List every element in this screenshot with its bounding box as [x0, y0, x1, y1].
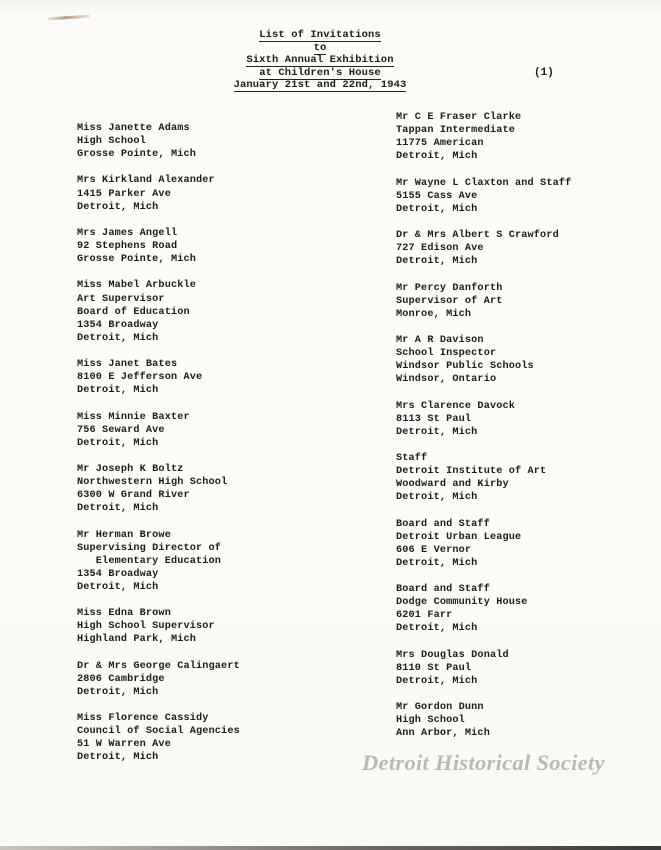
invitee-address-line: 2806 Cambridge: [77, 673, 165, 685]
invitee-entry: [77, 279, 240, 344]
pen-mark: [48, 15, 90, 21]
scan-edge: [0, 846, 661, 850]
left-column: [77, 122, 240, 778]
invitee-address-line: Detroit, Mich: [77, 385, 159, 397]
title-line: at Children's House: [259, 66, 381, 79]
invitee-address-line: Supervising Director of: [77, 542, 222, 554]
invitee-name: Mr Wayne L Claxton and Staff: [396, 177, 572, 189]
invitee-address-line: 8100 E Jefferson Ave: [77, 372, 203, 384]
invitee-address-line: 92 Stephens Road: [77, 241, 178, 253]
title-line: January 21st and 22nd, 1943: [233, 79, 407, 92]
watermark: Detroit Historical Society: [362, 750, 605, 775]
invitee-entry: [77, 174, 240, 213]
invitee-address-line: High School: [77, 136, 146, 148]
invitee-entry: [396, 282, 571, 321]
title-line: Sixth Annual Exhibition: [246, 54, 394, 67]
invitee-entry: [77, 463, 240, 515]
invitee-entry: [77, 712, 240, 764]
invitee-entry: [77, 227, 240, 266]
invitee-name: Mr Gordon Dunn: [396, 702, 484, 714]
invitee-name: Mr Percy Danforth: [396, 282, 503, 294]
invitee-address-line: Windsor Public Schools: [396, 361, 534, 373]
invitee-entry: [396, 400, 571, 439]
invitee-name: Board and Staff: [396, 584, 490, 596]
invitee-name: Mr Herman Browe: [77, 529, 171, 541]
invitee-address-line: Detroit Institute of Art: [396, 466, 547, 478]
invitee-address-line: Detroit, Mich: [77, 332, 159, 344]
invitee-address-line: Detroit, Mich: [77, 686, 159, 698]
invitee-name: Mr A R Davison: [396, 334, 484, 346]
invitee-address-line: Elementary Education: [77, 555, 222, 567]
invitee-entry: [77, 358, 240, 397]
invitee-entry: [396, 111, 571, 163]
invitee-name: Miss Florence Cassidy: [77, 713, 209, 725]
invitee-address-line: Council of Social Agencies: [77, 726, 240, 738]
invitee-address-line: Grosse Pointe, Mich: [77, 149, 197, 161]
invitee-address-line: 727 Edison Ave: [396, 243, 484, 255]
invitee-address-line: Detroit, Mich: [396, 151, 478, 163]
invitee-address-line: Grosse Pointe, Mich: [77, 254, 197, 266]
invitee-entry: [396, 701, 571, 740]
invitee-name: Mr Joseph K Boltz: [77, 464, 184, 475]
invitee-entry: [77, 607, 240, 646]
invitee-address-line: 8113 St Paul: [396, 413, 472, 425]
invitee-entry: [77, 411, 240, 450]
invitee-address-line: 1354 Broadway: [77, 568, 159, 580]
invitee-entry: [77, 122, 240, 161]
invitee-name: Miss Mabel Arbuckle: [77, 280, 197, 292]
title-line: List of Invitations: [259, 29, 381, 41]
invitee-name: Mrs Clarence Davock: [396, 400, 516, 412]
invitee-name: Staff: [396, 453, 428, 464]
invitee-name: Dr & Mrs Albert S Crawford: [396, 230, 559, 242]
invitee-name: Board and Staff: [396, 518, 490, 530]
invitee-address-line: 6300 W Grand River: [77, 490, 190, 502]
invitee-entry: [396, 583, 571, 635]
invitee-entry: [396, 452, 571, 504]
invitee-name: Mrs James Angell: [77, 227, 178, 239]
invitee-address-line: Detroit, Mich: [77, 503, 159, 515]
invitee-name: Miss Janet Bates: [77, 359, 178, 371]
invitee-address-line: 756 Seward Ave: [77, 424, 165, 436]
invitee-address-line: Detroit Urban League: [396, 531, 522, 543]
invitee-name: Mrs Kirkland Alexander: [77, 175, 215, 187]
invitee-entry: [396, 177, 571, 216]
invitee-address-line: Detroit, Mich: [396, 623, 478, 635]
invitee-name: Miss Edna Brown: [77, 608, 171, 620]
invitee-address-line: Art Supervisor: [77, 293, 165, 305]
invitee-address-line: Highland Park, Mich: [77, 634, 197, 646]
invitee-address-line: High School Supervisor: [77, 621, 215, 633]
invitee-entry: [396, 649, 571, 688]
invitee-address-line: 1415 Parker Ave: [77, 188, 171, 200]
invitee-address-line: Detroit, Mich: [396, 492, 478, 504]
invitee-entry: [77, 660, 240, 699]
invitee-address-line: School Inspector: [396, 348, 497, 360]
invitee-name: Miss Minnie Baxter: [77, 411, 190, 423]
invitee-address-line: High School: [396, 715, 465, 727]
invitee-address-line: Detroit, Mich: [77, 752, 159, 764]
right-column: [396, 111, 571, 754]
invitee-address-line: Detroit, Mich: [396, 675, 478, 687]
invitee-name: Dr & Mrs George Calingaert: [77, 660, 240, 672]
invitee-address-line: 606 E Vernor: [396, 544, 472, 556]
invitee-entry: [396, 334, 571, 386]
invitee-address-line: 11775 American: [396, 138, 484, 150]
invitee-address-line: 51 W Warren Ave: [77, 739, 171, 751]
invitee-address-line: Monroe, Mich: [396, 308, 472, 320]
invitee-entry: [396, 518, 571, 570]
invitee-address-line: Tappan Intermediate: [396, 125, 516, 137]
invitee-address-line: Ann Arbor, Mich: [396, 728, 490, 740]
invitee-address-line: Board of Education: [77, 306, 190, 318]
title-line: to: [313, 41, 327, 54]
invitee-address-line: Detroit, Mich: [396, 203, 478, 215]
invitee-address-line: Detroit, Mich: [396, 557, 478, 569]
invitee-address-line: Detroit, Mich: [396, 256, 478, 268]
invitee-name: Mrs Douglas Donald: [396, 649, 509, 661]
invitee-address-line: Northwestern High School: [77, 477, 228, 489]
invitee-name: Mr C E Fraser Clarke: [396, 112, 522, 123]
invitee-address-line: Windsor, Ontario: [396, 374, 497, 386]
invitee-name: Miss Janette Adams: [77, 123, 190, 134]
invitee-address-line: Dodge Community House: [396, 597, 528, 609]
invitee-address-line: Detroit, Mich: [77, 437, 159, 449]
invitee-address-line: Detroit, Mich: [77, 201, 159, 213]
invitee-address-line: Detroit, Mich: [396, 426, 478, 438]
invitee-address-line: 5155 Cass Ave: [396, 190, 478, 202]
invitee-address-line: 8110 St Paul: [396, 662, 472, 674]
invitee-address-line: Woodward and Kirby: [396, 479, 509, 491]
invitee-entry: [77, 529, 240, 594]
invitee-address-line: 6201 Farr: [396, 610, 453, 622]
invitee-address-line: Detroit, Mich: [77, 581, 159, 593]
page-number: (1): [534, 67, 554, 79]
invitee-address-line: 1354 Broadway: [77, 319, 159, 331]
document-title: [200, 29, 440, 92]
invitee-entry: [396, 229, 571, 268]
invitee-address-line: Supervisor of Art: [396, 295, 503, 307]
